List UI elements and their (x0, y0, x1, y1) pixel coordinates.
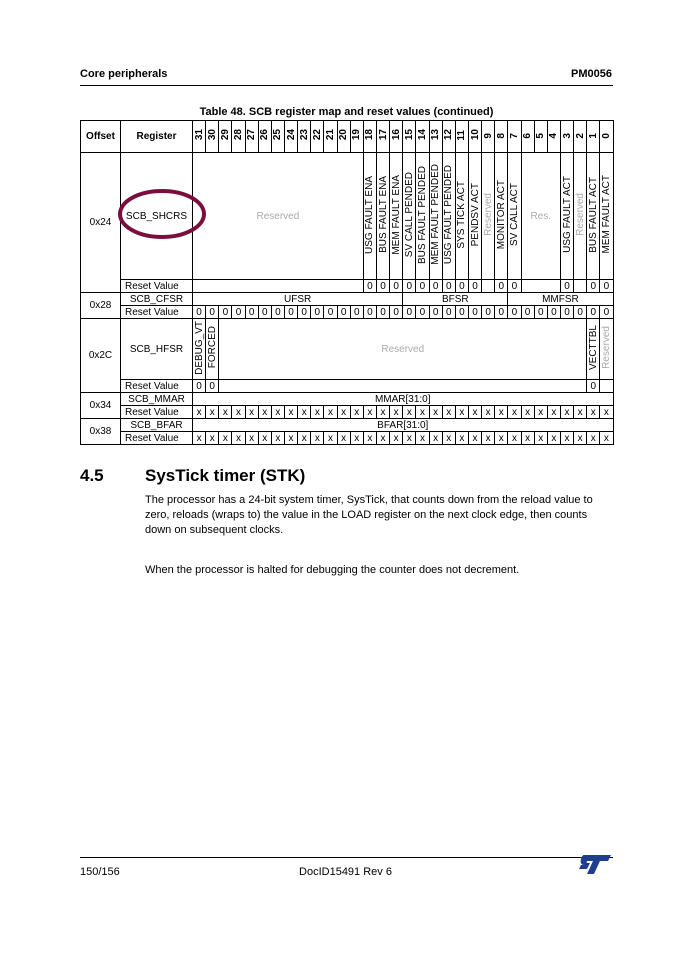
bit-number: 20 (337, 121, 350, 153)
bit-number: 3 (560, 121, 573, 153)
bit-number: 0 (600, 121, 613, 153)
field-monitor-act: MONITOR ACT (495, 153, 508, 280)
reset-bit: 0 (468, 280, 481, 293)
bfar-field-row (81, 419, 614, 432)
reset-bit: x (403, 406, 416, 419)
reset-bit: 0 (560, 280, 573, 293)
reset-bit: x (284, 432, 297, 445)
reset-bit: x (232, 432, 245, 445)
register-name: SCB_HFSR (121, 319, 193, 380)
reset-bit: 0 (311, 306, 324, 319)
reset-bit: x (311, 406, 324, 419)
reset-bit: x (468, 432, 481, 445)
reset-bit: x (271, 406, 284, 419)
field-mem-fault-act: MEM FAULT ACT (600, 153, 613, 280)
reset-bit: x (350, 432, 363, 445)
reset-bit: 0 (403, 306, 416, 319)
reset-bit: 0 (574, 306, 587, 319)
reset-bit: 0 (376, 280, 389, 293)
reset-value-label: Reset Value (121, 280, 193, 293)
reset-bit: 0 (534, 306, 547, 319)
reset-bit: 0 (455, 280, 468, 293)
reset-bit: x (547, 432, 560, 445)
field-mmfsr: MMFSR (508, 293, 613, 306)
reset-bit: 0 (468, 306, 481, 319)
reset-bit: 0 (521, 306, 534, 319)
field-usg-fault-ena: USG FAULT ENA (363, 153, 376, 280)
mmar-field-row (81, 393, 614, 406)
offset-cell: 0x24 (81, 153, 121, 293)
bit-number: 19 (350, 121, 363, 153)
bit-number: 26 (258, 121, 271, 153)
reset-bit: x (416, 432, 429, 445)
bit-number: 25 (271, 121, 284, 153)
reset-value-label: Reset Value (121, 406, 193, 419)
field-bfsr: BFSR (403, 293, 508, 306)
reset-bit: 0 (547, 306, 560, 319)
reset-bit: x (521, 406, 534, 419)
field-sys-tick-act: SYS TICK ACT (455, 153, 468, 280)
reset-bit: x (508, 432, 521, 445)
bit-number: 14 (416, 121, 429, 153)
reset-bit: 0 (363, 306, 376, 319)
bit-number: 8 (495, 121, 508, 153)
reset-bit: x (508, 406, 521, 419)
reset-bit: 0 (403, 280, 416, 293)
reset-bit: x (587, 406, 600, 419)
page-number: 150/156 (80, 866, 120, 878)
bit-number: 18 (363, 121, 376, 153)
reset-bit: 0 (193, 306, 206, 319)
reset-bit: 0 (206, 380, 219, 393)
reserved-field: Reserved (193, 153, 364, 280)
reset-bit: x (324, 432, 337, 445)
bit-number: 31 (193, 121, 206, 153)
reset-bit: x (206, 406, 219, 419)
bit-number: 27 (245, 121, 258, 153)
reset-bit: 0 (587, 306, 600, 319)
reset-bit: 0 (560, 306, 573, 319)
reset-bit: 0 (232, 306, 245, 319)
reset-bit: x (337, 406, 350, 419)
reset-blank (193, 280, 364, 293)
reset-bit: 0 (206, 306, 219, 319)
highlight-annotation (117, 188, 207, 240)
bit-number: 10 (468, 121, 481, 153)
field-sv-call-act: SV CALL ACT (508, 153, 521, 280)
reset-bit: x (534, 432, 547, 445)
bit-number: 17 (376, 121, 389, 153)
reset-bit: 0 (455, 306, 468, 319)
field-vecttbl: VECTTBL (587, 319, 600, 380)
reset-bit: x (245, 406, 258, 419)
reset-bit: x (206, 432, 219, 445)
bit-header-row (81, 121, 614, 153)
shcrs-reset-row (81, 280, 614, 293)
bit-number: 24 (284, 121, 297, 153)
offset-cell: 0x2C (81, 319, 121, 393)
offset-header: Offset (81, 121, 121, 153)
bit-number: 15 (403, 121, 416, 153)
bit-number: 2 (574, 121, 587, 153)
reset-bit: 0 (390, 280, 403, 293)
reset-bit: x (455, 432, 468, 445)
reset-bit: x (376, 432, 389, 445)
field-bus-fault-pended: BUS FAULT PENDED (416, 153, 429, 280)
bit-number: 12 (442, 121, 455, 153)
offset-cell: 0x28 (81, 293, 121, 319)
reset-bit: x (600, 406, 613, 419)
field-reserved-0: Reserved (600, 319, 613, 380)
reset-bit: 0 (193, 380, 206, 393)
reset-bit: 0 (416, 280, 429, 293)
reset-bit: x (311, 432, 324, 445)
reset-blank (219, 380, 587, 393)
st-logo-icon (578, 853, 612, 875)
register-name: SCB_CFSR (121, 293, 193, 306)
reset-bit: x (219, 406, 232, 419)
bit-number: 23 (298, 121, 311, 153)
bit-number: 11 (455, 121, 468, 153)
reset-bit: x (298, 406, 311, 419)
reset-value-label: Reset Value (121, 432, 193, 445)
field-pendsv-act: PENDSV ACT (468, 153, 481, 280)
reset-bit: x (363, 432, 376, 445)
reset-bit: 0 (219, 306, 232, 319)
reset-bit: x (574, 406, 587, 419)
reset-bit: x (574, 432, 587, 445)
bit-number: 30 (206, 121, 219, 153)
reset-bit: x (337, 432, 350, 445)
field-mmar: MMAR[31:0] (193, 393, 614, 406)
header-rule (80, 85, 613, 86)
cfsr-field-row (81, 293, 614, 306)
reset-bit: 0 (271, 306, 284, 319)
field-bus-fault-ena: BUS FAULT ENA (376, 153, 389, 280)
reset-value-label: Reset Value (121, 380, 193, 393)
reset-bit: 0 (482, 306, 495, 319)
reset-bit: 0 (363, 280, 376, 293)
reset-bit: x (403, 432, 416, 445)
running-header-doc-code: PM0056 (571, 68, 612, 80)
mmar-reset-row (81, 406, 614, 419)
reset-bit: 0 (258, 306, 271, 319)
cfsr-reset-row (81, 306, 614, 319)
section-paragraph-2: When the processor is halted for debugging the counter does not decrement. (145, 564, 520, 576)
reset-bit: 0 (324, 306, 337, 319)
footer-rule (80, 857, 613, 858)
offset-cell: 0x34 (81, 393, 121, 419)
reset-bit: x (193, 406, 206, 419)
field-res: Res. (521, 153, 560, 280)
reset-bit: x (245, 432, 258, 445)
reset-blank (600, 380, 613, 393)
reset-bit: x (560, 432, 573, 445)
reset-bit: x (495, 406, 508, 419)
reset-bit: x (219, 432, 232, 445)
reset-bit: x (363, 406, 376, 419)
reset-bit: x (482, 406, 495, 419)
reset-bit: x (232, 406, 245, 419)
reset-bit: x (455, 406, 468, 419)
reset-bit: x (495, 432, 508, 445)
reset-bit: x (587, 432, 600, 445)
reset-bit: 0 (495, 306, 508, 319)
offset-cell: 0x38 (81, 419, 121, 445)
reset-bit: x (193, 432, 206, 445)
scb-register-map-table (80, 120, 614, 445)
bit-number: 21 (324, 121, 337, 153)
reset-bit: x (429, 432, 442, 445)
bit-number: 16 (390, 121, 403, 153)
reset-bit: x (350, 406, 363, 419)
reset-bit: x (376, 406, 389, 419)
bit-number: 22 (311, 121, 324, 153)
reset-bit: x (390, 432, 403, 445)
reset-bit: x (298, 432, 311, 445)
reset-bit: x (258, 406, 271, 419)
reset-blank (482, 280, 495, 293)
reset-bit: x (534, 406, 547, 419)
doc-id: DocID15491 Rev 6 (299, 866, 392, 878)
reset-bit: 0 (587, 280, 600, 293)
field-bus-fault-act: BUS FAULT ACT (587, 153, 600, 280)
register-header: Register (121, 121, 193, 153)
field-usg-fault-act: USG FAULT ACT (560, 153, 573, 280)
reset-bit: 0 (284, 306, 297, 319)
reset-bit: x (547, 406, 560, 419)
reset-bit: 0 (495, 280, 508, 293)
reset-bit: x (560, 406, 573, 419)
field-mem-fault-ena: MEM FAULT ENA (390, 153, 403, 280)
reset-bit: 0 (429, 306, 442, 319)
reset-bit: x (390, 406, 403, 419)
reset-bit: 0 (298, 306, 311, 319)
reset-bit: x (324, 406, 337, 419)
reset-bit: 0 (350, 306, 363, 319)
field-debug-vt: DEBUG_VT (193, 319, 206, 380)
register-name: SCB_SHCRS (121, 153, 193, 280)
reset-bit: x (600, 432, 613, 445)
reset-value-label: Reset Value (121, 306, 193, 319)
reserved-field: Reserved (219, 319, 587, 380)
bit-number: 29 (219, 121, 232, 153)
section-number: 4.5 (80, 466, 104, 485)
register-name: SCB_MMAR (121, 393, 193, 406)
reset-bit: 0 (600, 280, 613, 293)
reset-bit: 0 (600, 306, 613, 319)
section-paragraph-1: The processor has a 24-bit system timer, SysTick, that counts down from the reload value to zero, reloads (wraps to) the value in the LOAD register on the next clock edge, then counts down on subsequent clocks. (145, 494, 593, 536)
reset-bit: 0 (337, 306, 350, 319)
bit-number: 5 (534, 121, 547, 153)
bit-number: 1 (587, 121, 600, 153)
bit-number: 4 (547, 121, 560, 153)
reset-bit: 0 (442, 306, 455, 319)
reset-bit: 0 (587, 380, 600, 393)
field-bfar: BFAR[31:0] (193, 419, 614, 432)
bfar-reset-row (81, 432, 614, 445)
bit-number: 7 (508, 121, 521, 153)
reset-bit: x (442, 406, 455, 419)
table-caption: Table 48. SCB register map and reset values (continued) (199, 106, 494, 118)
reset-bit: 0 (416, 306, 429, 319)
running-header-section: Core peripherals (80, 68, 168, 80)
reset-blank (521, 280, 560, 293)
reset-blank (574, 280, 587, 293)
field-reserved-9: Reserved (482, 153, 495, 280)
reset-bit: x (284, 406, 297, 419)
reset-bit: x (482, 432, 495, 445)
reset-bit: 0 (508, 280, 521, 293)
section-title: SysTick timer (STK) (145, 466, 306, 485)
field-mem-fault-pended: MEM FAULT PENDED (429, 153, 442, 280)
reset-bit: 0 (442, 280, 455, 293)
hfsr-field-row (81, 319, 614, 380)
bit-number: 13 (429, 121, 442, 153)
reset-bit: x (258, 432, 271, 445)
bit-number: 28 (232, 121, 245, 153)
reset-bit: x (442, 432, 455, 445)
reset-bit: x (416, 406, 429, 419)
reset-bit: 0 (429, 280, 442, 293)
reset-bit: x (468, 406, 481, 419)
reset-bit: 0 (390, 306, 403, 319)
hfsr-reset-row (81, 380, 614, 393)
reset-bit: x (271, 432, 284, 445)
reset-bit: 0 (508, 306, 521, 319)
bit-number: 6 (521, 121, 534, 153)
field-reserved-2: Reserved (574, 153, 587, 280)
reset-bit: x (521, 432, 534, 445)
reset-bit: 0 (376, 306, 389, 319)
reset-bit: x (429, 406, 442, 419)
register-name: SCB_BFAR (121, 419, 193, 432)
field-forced: FORCED (206, 319, 219, 380)
field-usg-fault-pended: USG FAULT PENDED (442, 153, 455, 280)
bit-number: 9 (482, 121, 495, 153)
field-ufsr: UFSR (193, 293, 403, 306)
reset-bit: 0 (245, 306, 258, 319)
field-sv-call-pended: SV CALL PENDED (403, 153, 416, 280)
